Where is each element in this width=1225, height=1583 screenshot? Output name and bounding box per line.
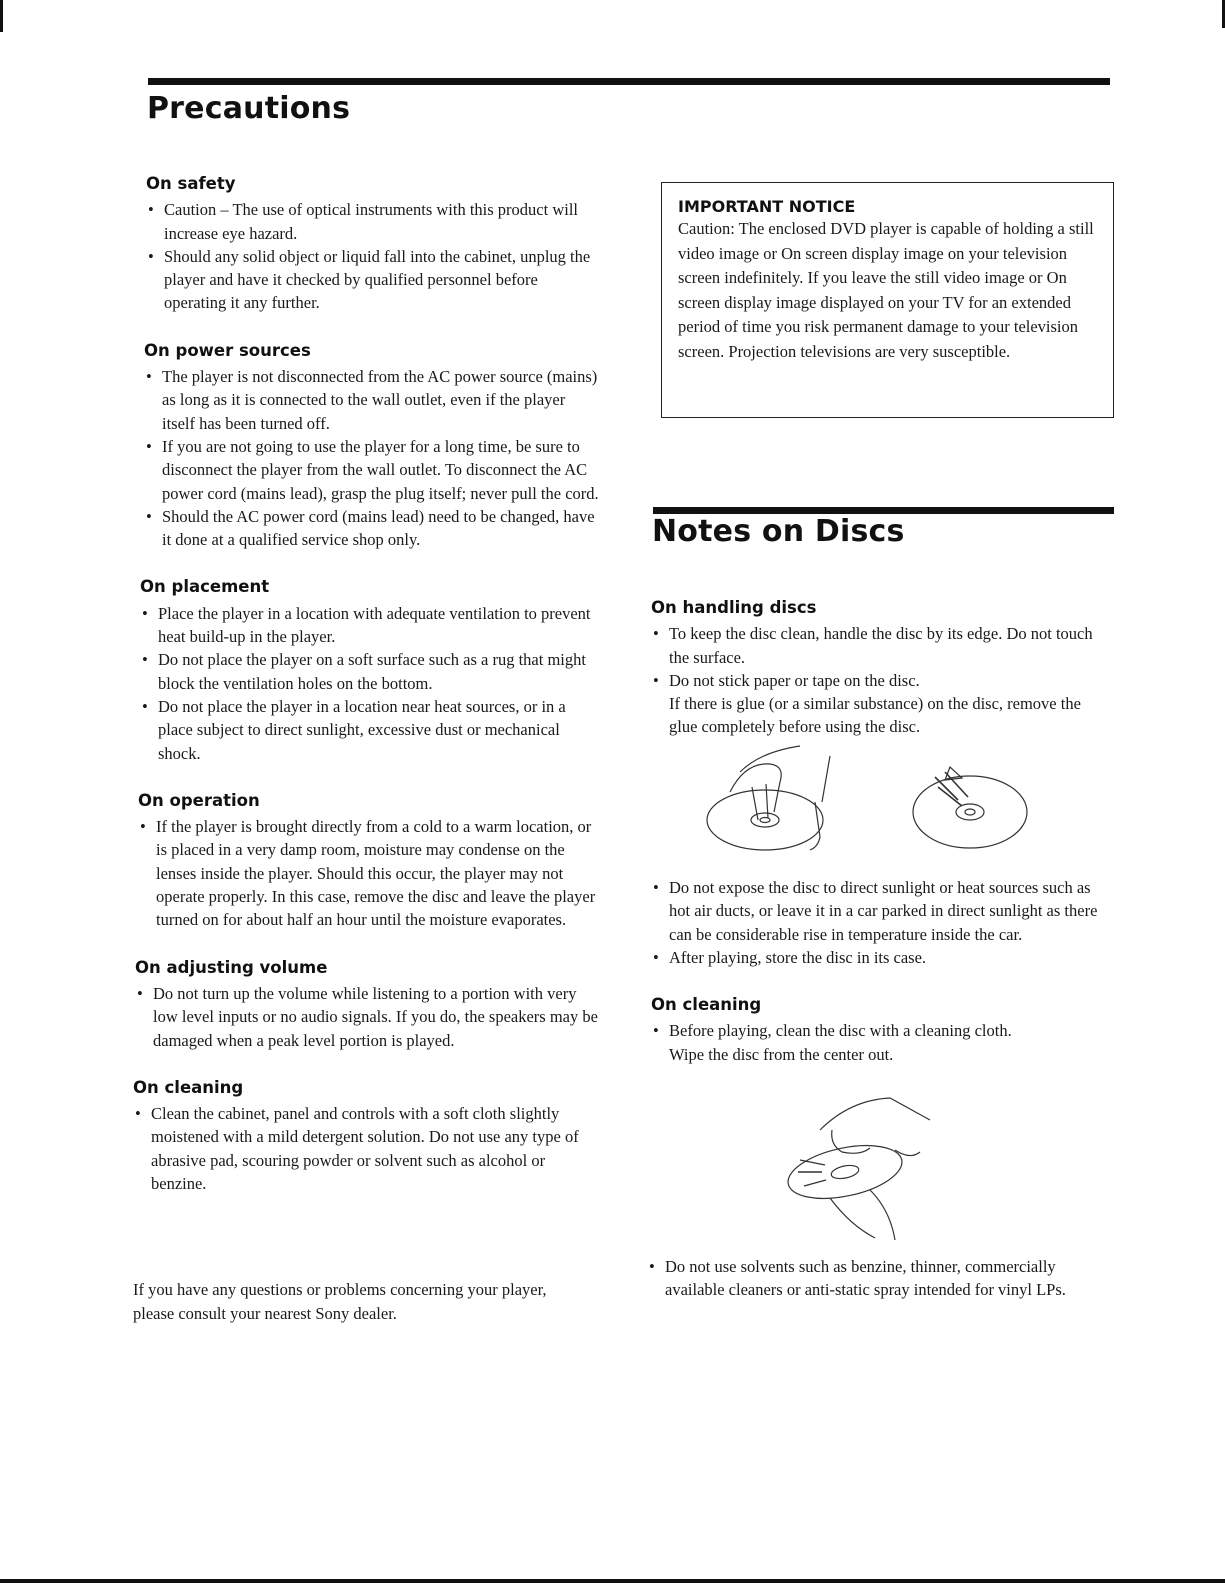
power-list <box>144 365 600 551</box>
disc-left <box>707 790 823 850</box>
safety-list <box>146 198 600 314</box>
operation-list <box>138 815 600 931</box>
list-item <box>651 669 1103 739</box>
cleaning-list <box>133 1102 600 1195</box>
list-item-subtext: Wipe the disc from the center out. <box>669 1044 894 1064</box>
list-item: • Should the AC power cord (mains lead) need to be changed, have it done at a qualified service shop only. <box>144 505 600 552</box>
discs-solvents-column <box>647 1255 1103 1302</box>
page-edge-mark <box>0 1579 1225 1583</box>
disc-cleaning-heading: On cleaning <box>651 995 762 1015</box>
notice-heading: IMPORTANT NOTICE <box>678 197 856 216</box>
placement-list <box>140 602 600 765</box>
power-heading: On power sources <box>144 340 311 360</box>
disc-cleaning-list <box>651 1019 1103 1066</box>
list-item: • To keep the disc clean, handle the disc by its edge. Do not touch the surface. <box>651 622 1103 669</box>
hand-cleaning <box>820 1098 930 1130</box>
list-item: • If you are not going to use the player for a long time, be sure to disconnect the player from the wall outlet. To disconnect the AC power cord (mains lead), grasp the plug itself; never pull the cord. <box>144 435 600 505</box>
volume-list <box>135 982 600 1052</box>
solvents-list <box>647 1255 1103 1302</box>
list-item: • Do not place the player on a soft surface such as a rug that might block the ventilation holes on the bottom. <box>140 648 600 695</box>
precautions-column <box>133 172 600 1195</box>
handling-list <box>651 622 1103 738</box>
discs-handling-column <box>651 596 1103 739</box>
list-item: • Should any solid object or liquid fall into the cabinet, unplug the player and have it checked by qualified personnel before operating it any further. <box>146 245 600 315</box>
list-item-text: Do not stick paper or tape on the disc. <box>669 670 920 690</box>
operation-heading: On operation <box>138 790 260 810</box>
list-item: • Do not place the player in a location near heat sources, or in a place subject to direct sunlight, excessive dust or mechanical shock. <box>140 695 600 765</box>
disc-right <box>913 776 1027 848</box>
list-item <box>651 1019 1103 1066</box>
list-item-text: Before playing, clean the disc with a cleaning cloth. <box>669 1021 1012 1041</box>
disc-handling-illustration <box>700 742 1040 862</box>
cleaning-heading: On cleaning <box>133 1077 244 1097</box>
safety-heading: On safety <box>146 174 236 193</box>
list-item: • Do not turn up the volume while listening to a portion with very low level inputs or no audio signals. If you do, the speakers may be damaged when a peak level portion is played. <box>135 982 600 1052</box>
list-item: • Place the player in a location with adequate ventilation to prevent heat build-up in the player. <box>140 602 600 649</box>
notice-body: Caution: The enclosed DVD player is capable of holding a still video image or On screen display image on your television screen indefinitely. If you leave the still video image or On screen display image displayed on your TV for an extended period of time you risk permanent damage to your television screen. Projection televisions are very susceptible. <box>678 219 1094 361</box>
important-notice-box <box>661 182 1114 418</box>
discs-title-rule <box>653 507 1114 514</box>
list-item: • If the player is brought directly from a cold to a warm location, or is placed in a very damp room, moisture may condense on the lenses inside the player. Should this occur, the player may not operate properly. In this case, remove the disc and leave the player turned on for about half an hour until the moisture evaporates. <box>138 815 600 931</box>
discs-storage-column <box>651 876 1103 1066</box>
closing-paragraph: If you have any questions or problems concerning your player, please consult your nearest Sony dealer. <box>133 1280 547 1323</box>
precautions-title: Precautions <box>147 91 351 126</box>
handling-heading: On handling discs <box>651 598 817 617</box>
discs-title: Notes on Discs <box>652 514 905 549</box>
list-item: • After playing, store the disc in its case. <box>651 946 1103 969</box>
list-item: • Clean the cabinet, panel and controls with a soft cloth slightly moistened with a mild detergent solution. Do not use any type of abrasive pad, scouring powder or solvent such as alcohol or benzine. <box>133 1102 600 1195</box>
disc-cleaning-illustration <box>770 1090 970 1250</box>
list-item: • Caution – The use of optical instruments with this product will increase eye hazard. <box>146 198 600 245</box>
glue-note: If there is glue (or a similar substance) on the disc, remove the glue completely before using the disc. <box>669 694 1081 737</box>
list-item: • Do not use solvents such as benzine, thinner, commercially available cleaners or anti-static spray intended for vinyl LPs. <box>647 1255 1103 1302</box>
tape-mark <box>935 772 968 806</box>
precautions-title-rule <box>148 78 1110 85</box>
placement-heading: On placement <box>140 577 270 597</box>
storage-list <box>651 876 1103 969</box>
list-item: • Do not expose the disc to direct sunlight or heat sources such as hot air ducts, or leave it in a car parked in direct sunlight as there can be considerable rise in temperature inside the car. <box>651 876 1103 946</box>
volume-heading: On adjusting volume <box>135 957 328 977</box>
page-edge-mark <box>0 0 3 32</box>
list-item: • The player is not disconnected from the AC power source (mains) as long as it is connected to the wall outlet, even if the player itself has been turned off. <box>144 365 600 435</box>
